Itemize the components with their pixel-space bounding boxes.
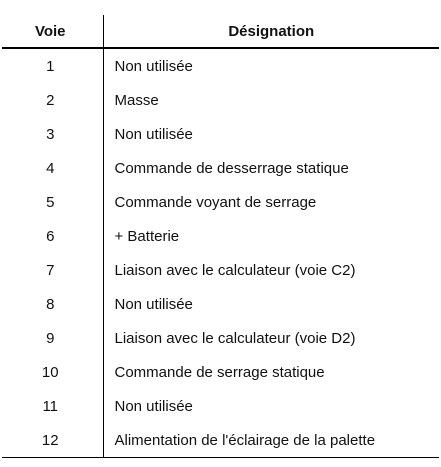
- header-designation: Désignation: [103, 15, 439, 48]
- cell-designation: Commande de serrage statique: [114, 363, 325, 381]
- cell-voie: 3: [2, 117, 103, 151]
- cell-voie: 10: [2, 355, 103, 389]
- table-row: [2, 83, 439, 117]
- pin-assignment-table: [2, 15, 439, 458]
- table-row: [2, 185, 439, 219]
- cell-designation: Non utilisée: [114, 125, 193, 143]
- cell-designation: Non utilisée: [114, 295, 193, 313]
- cell-designation: Commande de desserrage statique: [114, 159, 349, 177]
- cell-designation: Commande voyant de serrage: [114, 193, 317, 211]
- cell-designation: Non utilisée: [114, 397, 193, 415]
- table-row: [2, 219, 439, 253]
- table-body: [2, 48, 439, 458]
- cell-voie: 1: [2, 48, 103, 83]
- cell-designation: Non utilisée: [114, 57, 193, 75]
- cell-voie: 2: [2, 83, 103, 117]
- table-row: [2, 117, 439, 151]
- cell-voie: 8: [2, 287, 103, 321]
- cell-voie: 4: [2, 151, 103, 185]
- cell-designation: + Batterie: [114, 227, 180, 245]
- cell-voie: 9: [2, 321, 103, 355]
- cell-designation: Liaison avec le calculateur (voie D2): [114, 329, 356, 347]
- table-row: [2, 253, 439, 287]
- table-row: [2, 423, 439, 458]
- cell-voie: 11: [2, 389, 103, 423]
- table-row: [2, 355, 439, 389]
- table-row: [2, 321, 439, 355]
- table-row: [2, 389, 439, 423]
- cell-designation: Liaison avec le calculateur (voie C2): [114, 261, 356, 279]
- header-row: [2, 15, 439, 48]
- table-row: [2, 287, 439, 321]
- table-row: [2, 48, 439, 83]
- cell-voie: 7: [2, 253, 103, 287]
- table-header: [2, 15, 439, 48]
- cell-designation: Masse: [114, 91, 159, 109]
- cell-voie: 6: [2, 219, 103, 253]
- cell-voie: 5: [2, 185, 103, 219]
- cell-voie: 12: [2, 423, 103, 458]
- cell-designation: Alimentation de l'éclairage de la palette: [103, 423, 439, 458]
- header-voie: Voie: [2, 15, 103, 48]
- table-row: [2, 151, 439, 185]
